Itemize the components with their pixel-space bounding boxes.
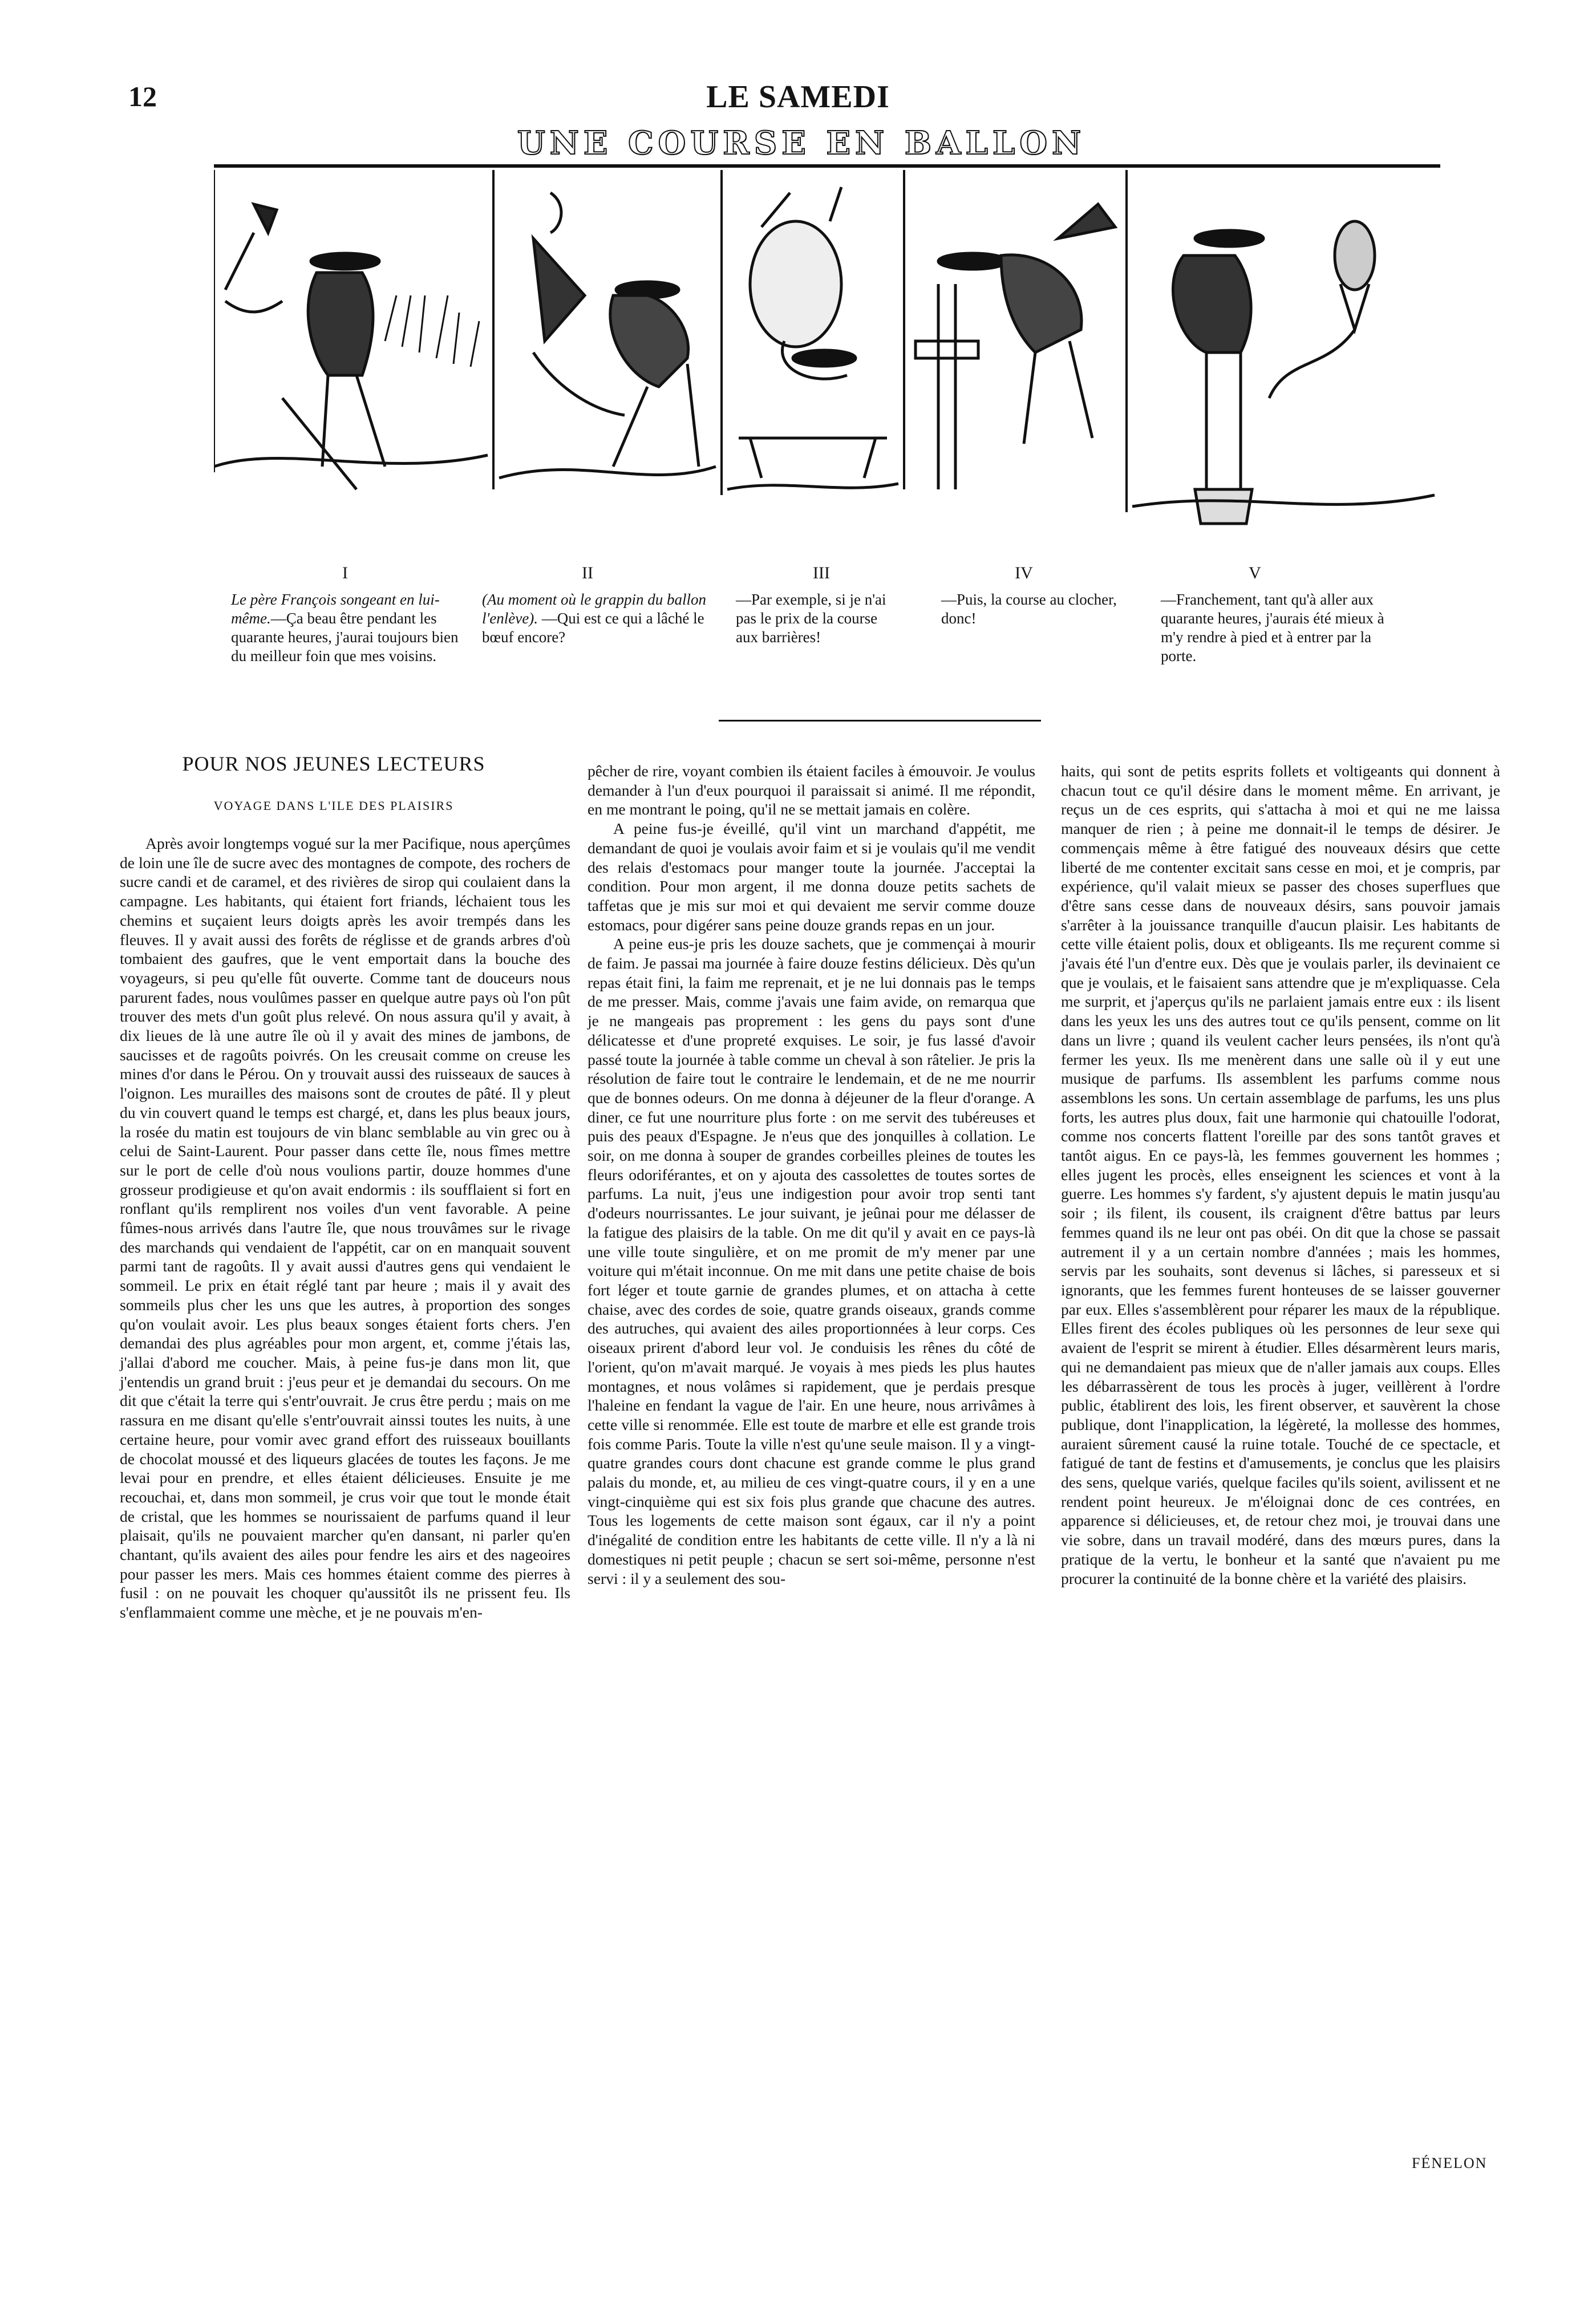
- article-column-2: [588, 761, 1035, 1588]
- column-2-paragraph: A peine fus-je éveillé, qu'il vint un marchand d'appétit, me demandant de quoi je voulais avoir faim et si je voulais qu'il me vendit des relais d'estomacs pour manger toute la journée. J'acceptai la condition. Pour mon argent, il me donna douze petits sachets de taffetas que je mis sur moi et qui devaient me servir comme douze estomacs, pour digérer sans peine douze grands repas en un jour.: [588, 820, 1035, 934]
- journal-title: LE SAMEDI: [706, 79, 890, 115]
- column-3-paragraph: haits, qui sont de petits esprits follets et voltigeants qui donnent à chacun tout ce qu'il désire dans le moment même. En arrivant, je reçus un de ces esprits, qui s'attacha à moi et qui ne me laissa manquer de rien ; à peine me donnait-il le temps de désirer. Je commençais même à être fatigué des nouveaux désirs que cette liberté de me contenter excitait sans cesse en moi, et je compris, par expérience, qu'il valait mieux se passer des choses superflues que d'être sans cesse dans de nouveaux désirs, sans pouvoir jamais s'arrêter à la jouissance tranquille d'aucun plaisir. Les habitants de cette ville étaient polis, doux et obligeants. Ils me reçurent comme si j'avais été l'un d'entre eux. Dès que je voulais parler, ils devinaient ce que je voulais, et le faisaient sans attendre que je m'expliquasse. Cela me surprit, et j'aperçus qu'ils ne parlaient jamais entre eux : ils lisent dans les yeux les uns des autres tout ce qu'ils pensent, comme on lit dans un livre ; quand ils veulent cacher leurs pensées, ils n'ont qu'à fermer les yeux. Ils me menèrent dans une salle où il y eut une musique de parfums. Ils assemblent les parfums comme nous assemblons les sons. Un certain assemblage de parfums, les uns plus forts, les autres plus doux, fait une harmonie qui chatouille l'odorat, comme nos concerts flattent l'oreille par des sons tantôt graves et tantôt aigus. En ce pays-là, les femmes gouvernent les hommes ; elles jugent les procès, elles enseignent les sciences et vont à la guerre. Les hommes s'y fardent, s'y ajustent depuis le matin jusqu'au soir ; ils filent, ils cousent, ils craignent d'être battus par leurs femmes quand ils ne leur ont pas obéi. On dit que la chose se passait autrement il y a un certain nombre d'années ; mais les hommes, servis par les souhaits, sont devenus si lâches, si paresseux et si ignorants, que les femmes furent honteuses de se laisser gouverner par eux. Elles s'assemblèrent pour réparer les maux de la république. Elles firent des écoles publiques où les personnes de leur sexe qui avaient de l'esprit se mirent à étudier. Elles désarmèrent leurs maris, qui ne demandaient pas mieux que de n'aller jamais aux coups. Elles les débarrassèrent de tous les procès à juger, veillèrent à l'ordre public, établirent des lois, les firent observer, et sauvèrent la chose publique, dont l'inapplication, la légèreté, la mollesse des hommes, auraient sûrement causé la ruine totale. Touché de ce spectacle, et fatigué de tant de festins et d'amusements, je conclus que les plaisirs des sens, quelque variés, quelque faciles qu'ils soient, avilissent et ne rendent point heureux. Je m'éloignai donc de ces contrées, en apparence si délicieuses, et, de retour chez moi, je trouvai dans une vie sobre, dans un travail modéré, dans des mœurs pures, dans la pratique de la vertu, le bonheur et la santé que n'avaient pu me procurer la continuité de la bonne chère et la variété des plaisirs.: [1061, 762, 1500, 1587]
- section-divider: [719, 720, 1041, 722]
- comic-title: UNE COURSE EN BALLON: [517, 124, 1086, 162]
- panel-5-drawing: [1132, 221, 1435, 524]
- panel-3-caption: —Par exemple, si je n'ai pas le prix de la course aux barrières!: [736, 591, 886, 646]
- panel-2-caption-text: —Qui est ce qui a lâché le bœuf encore?: [482, 610, 704, 646]
- panel-4-drawing: [916, 204, 1115, 489]
- panel-1-caption-italic: Le père François songeant en lui-même.: [231, 591, 440, 627]
- panel-1-caption-text: —Ça beau être pendant les quarante heures, j'aurai toujours bien du meilleur foin que mes voisins.: [231, 610, 459, 664]
- page-number: 12: [128, 80, 157, 112]
- column-2-paragraph: A peine eus-je pris les douze sachets, que je commençai à mourir de faim. Je passai ma journée à faire douze festins délicieux. Dès qu'un repas était fini, la faim me reprenait, et je ne lui donnais pas le temps de me presser. Mais, comme j'avais une faim avide, on remarqua que je ne mangeais pas proprement : les gens du pays sont d'une délicatesse et d'une propreté exquises. Le soir, je fus lassé d'avoir passé toute la journée à table comme un cheval à son râtelier. Je pris la résolution de faire tout le contraire le lendemain, et de ne me nourrir que de bonnes odeurs. On me donna à déjeuner de la fleur d'orange. A diner, ce fut une nourriture plus forte : on me servit des tubéreuses et puis des peaux d'Espagne. Je n'eus que des jonquilles à collation. Le soir, on me donna à souper de grandes corbeilles pleines de toutes les fleurs odoriférantes, et on y ajouta des cassolettes de toutes sortes de parfums. La nuit, j'eus une indigestion pour avoir trop senti tant d'odeurs nourrissantes. Le jour suivant, je jeûnai pour me délasser de la fatigue des plaisirs de la table. On me dit qu'il y avait en ce pays-là une ville toute singulière, et on me promit de m'y mener par une voiture qui m'était inconnue. On me mit dans une petite chaise de bois fort léger et toute garnie de grandes plumes, et on attacha à cette chaise, avec des cordes de soie, quatre grands oiseaux, grands comme des autruches, qui avaient des ailes proportionnées à leur corps. Ces oiseaux prirent d'abord leur vol. Je conduisis les rênes du côté de l'orient, qu'on m'avait marqué. Je voyais à mes pieds les plus hautes montagnes, et nous volâmes si rapidement, que je perdais presque l'haleine en fendant la vague de l'air. En une heure, nous arrivâmes à cette ville si renommée. Elle est toute de marbre et elle est grande trois fois comme Paris. Toute la ville n'est qu'une seule maison. Il y a vingt-quatre grandes cours dont chacune est grande comme le plus grand palais du monde, et, au milieu de ces vingt-quatre cours, il y en a une vingt-cinquième qui est six fois plus grande que chacune des autres. Tous les logements de cette maison sont égaux, car il n'y a point d'inégalité de condition entre les habitants de cette ville. Il n'y a là ni domestiques ni petit peuple ; chacun se sert soi-même, personne n'est servi : il y a seulement des sou-: [588, 935, 1035, 1587]
- panel-2-drawing: [499, 193, 716, 478]
- article-headline: POUR NOS JEUNES LECTEURS: [182, 752, 485, 775]
- column-2-paragraph: pêcher de rire, voyant combien ils étaient faciles à émouvoir. Je voulus demander à l'un d'eux pourquoi il paraissait si animé. Il me répondit, en me montrant le poing, qu'il ne se mettait jamais en colère.: [588, 762, 1035, 818]
- panel-2-caption-italic: (Au moment où le grappin du ballon l'enlève).: [482, 591, 706, 627]
- comic-strip-illustration: [214, 170, 1439, 558]
- panel-2-numeral: II: [582, 564, 593, 582]
- panel-1-drawing: [214, 204, 488, 489]
- panel-1-numeral: I: [342, 564, 348, 582]
- panel-3-drawing: [727, 187, 898, 489]
- panel-5-caption: —Franchement, tant qu'à aller aux quarante heures, j'aurais été mieux à m'y rendre à pied et à entrer par la porte.: [1161, 591, 1384, 664]
- article-column-3: [1061, 761, 1500, 1588]
- article-subheadline: VOYAGE DANS L'ILE DES PLAISIRS: [213, 799, 454, 813]
- article-column-1: [120, 834, 570, 1622]
- column-1-paragraph: Après avoir longtemps vogué sur la mer Pacifique, nous aperçûmes de loin une île de sucre avec des montagnes de compote, des rochers de sucre candi et de caramel, et des rivières de sirop qui coulaient dans la campagne. Les habitants, qui étaient fort friands, léchaient tous les chemins et suçaient leurs doigts après les avoir trempés dans les fleuves. Il y avait aussi des forêts de réglisse et de grands arbres d'où tombaient des gaufres, que le vent emportait dans la bouche des voyageurs, si peu qu'elle fût ouverte. Comme tant de douceurs nous parurent fades, nous voulûmes passer en quelque autre pays où l'on pût trouver des mets d'un goût plus relevé. On nous assura qu'il y avait, à dix lieues de là une autre île où il y avait des mines de jambons, de saucisses et de ragoûts poivrés. On les creusait comme on creuse les mines d'or dans le Pérou. On y trouvait aussi des ruisseaux de sauces à l'oignon. Les murailles des maisons sont de croutes de pâté. Il y pleut du vin couvert quand le temps est chargé, et, dans les plus beaux jours, la rosée du matin est toujours de vin blanc semblable au vin grec ou à celui de Saint-Laurent. Pour passer dans cette île, nous fîmes mettre sur le port de celle d'où nous voulions partir, douze hommes d'une grosseur prodigieuse et qu'on avait endormis : ils soufflaient si fort en ronflant qu'ils remplirent nos voiles d'un vent favorable. A peine fûmes-nous arrivés dans l'autre île, que nous trouvâmes sur le rivage des marchands qui vendaient de l'appétit, car on en manquait souvent parmi tant de ragoûts. Il y avait aussi d'autres gens qui vendaient le sommeil. Le prix en était réglé tant par heure ; mais il y avait des sommeils plus cher les uns que les autres, à proportion des songes qu'on voulait avoir. Les plus beaux songes étaient forts chers. J'en demandai des plus agréables pour mon argent, et, comme j'étais las, j'allai d'abord me coucher. Mais, à peine fus-je dans mon lit, que j'entendis un grand bruit : j'eus peur et je demandai du secours. On me dit que c'était la terre qui s'entr'ouvrait. Je crus être perdu ; mais on me rassura en me disant qu'elle s'entr'ouvrait ainssi toutes les nuits, à une certaine heure, pour vomir avec grand effort des ruisseaux bouillants de chocolat moussé et des liqueurs glacées de toutes les façons. Je me levai pour en prendre, et elles étaient délicieuses. Ensuite je me recouchai, et, dans mon sommeil, je crus voir que tout le monde était de cristal, que les hommes se nourissaient de parfums quand il leur plaisait, qu'ils ne pouvaient marcher qu'en dansant, ni parler qu'en chantant, qu'ils avaient des ailes pour fendre les airs et des nageoires pour passer les mers. Mais ces hommes étaient comme des pierres à fusil : on ne pouvait les choquer qu'aussitôt ils ne prissent feu. Ils s'enflammaient comme une mèche, et je ne pouvais m'en-: [120, 834, 570, 1622]
- panel-1-caption: [231, 590, 459, 666]
- article-signature: FÉNELON: [1412, 2155, 1488, 2171]
- panel-5-numeral: V: [1249, 564, 1261, 582]
- panel-2-caption: [482, 590, 713, 647]
- panel-3-numeral: III: [813, 564, 830, 582]
- comic-title-rule: [214, 164, 1440, 168]
- panel-4-numeral: IV: [1015, 564, 1033, 582]
- panel-4-caption: —Puis, la course au clocher, donc!: [941, 591, 1117, 627]
